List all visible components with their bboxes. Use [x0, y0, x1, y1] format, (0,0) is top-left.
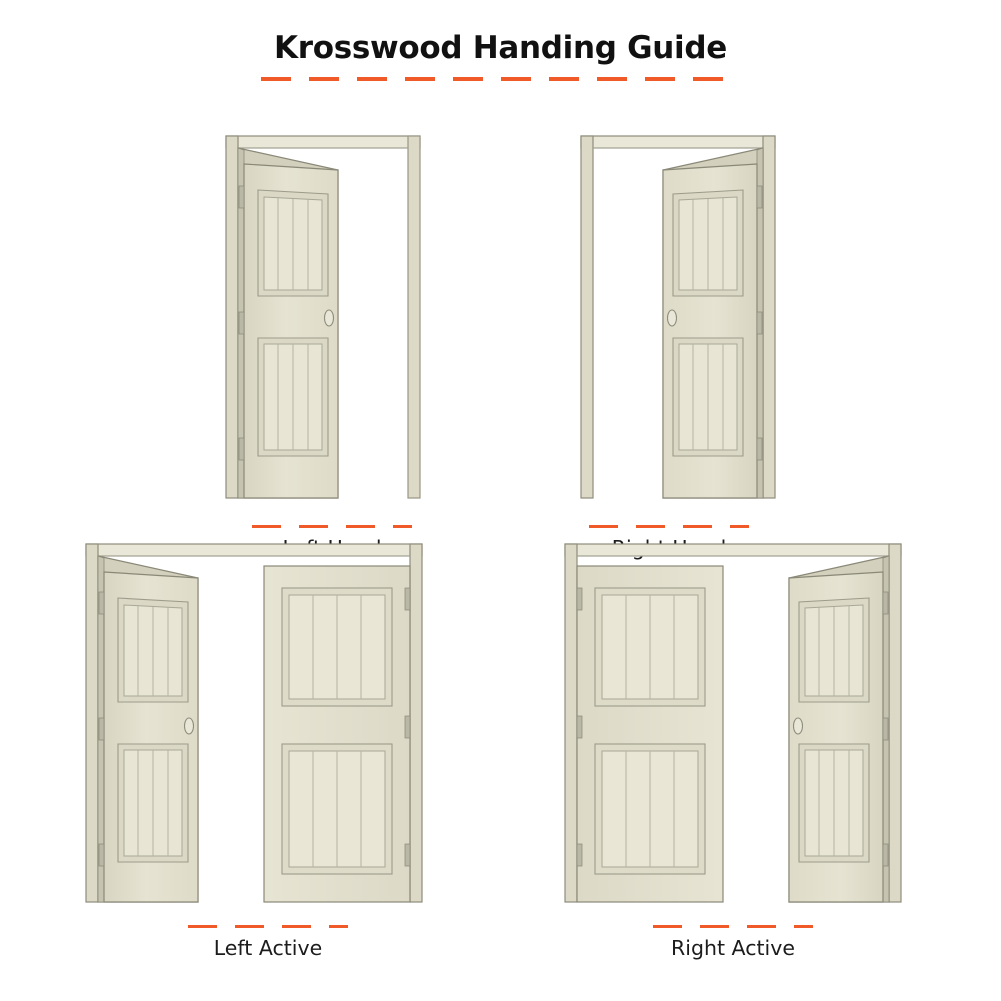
hinge-icon: [405, 588, 410, 610]
hinge-icon: [99, 718, 104, 740]
caption-left-active: [68, 925, 468, 961]
hinge-icon: [757, 438, 762, 460]
figure-right-hand: [533, 126, 805, 561]
caption-right-active: [533, 925, 933, 961]
figure-left-hand: [196, 126, 468, 561]
hinge-icon: [757, 186, 762, 208]
hinge-icon: [883, 718, 888, 740]
title-underline-dashes: [261, 77, 741, 81]
page-title: Krosswood Handing Guide: [274, 30, 727, 66]
hinge-icon: [99, 592, 104, 614]
left-hand-illustration: [196, 126, 468, 516]
hinge-icon: [577, 716, 582, 738]
inactive-door-leaf: [577, 566, 723, 902]
caption-text: Left Active: [213, 936, 323, 960]
hinge-icon: [405, 716, 410, 738]
caption-dashes: [589, 525, 749, 528]
door-knob: [185, 718, 194, 734]
figure-left-active: [68, 536, 468, 961]
caption-text: Right Active: [671, 936, 795, 960]
hinge-icon: [577, 588, 582, 610]
caption-dashes: [653, 925, 813, 928]
door-leaf: [238, 148, 338, 498]
inactive-door-leaf: [264, 566, 410, 902]
door-knob: [325, 310, 334, 326]
hinge-icon: [883, 844, 888, 866]
hinge-icon: [99, 844, 104, 866]
right-hand-illustration: [533, 126, 805, 516]
hinge-icon: [405, 844, 410, 866]
hinge-icon: [239, 438, 244, 460]
figure-right-active: [533, 536, 933, 961]
hinge-icon: [239, 186, 244, 208]
door-leaf: [663, 148, 763, 498]
hinge-icon: [883, 592, 888, 614]
caption-dashes: [188, 925, 348, 928]
page-header: [0, 28, 1001, 81]
door-knob: [668, 310, 677, 326]
hinge-icon: [239, 312, 244, 334]
active-door-leaf: [98, 556, 198, 902]
door-knob: [794, 718, 803, 734]
caption-dashes: [252, 525, 412, 528]
active-door-leaf: [789, 556, 889, 902]
left-active-illustration: [68, 536, 468, 916]
hinge-icon: [577, 844, 582, 866]
right-active-illustration: [533, 536, 933, 916]
hinge-icon: [757, 312, 762, 334]
